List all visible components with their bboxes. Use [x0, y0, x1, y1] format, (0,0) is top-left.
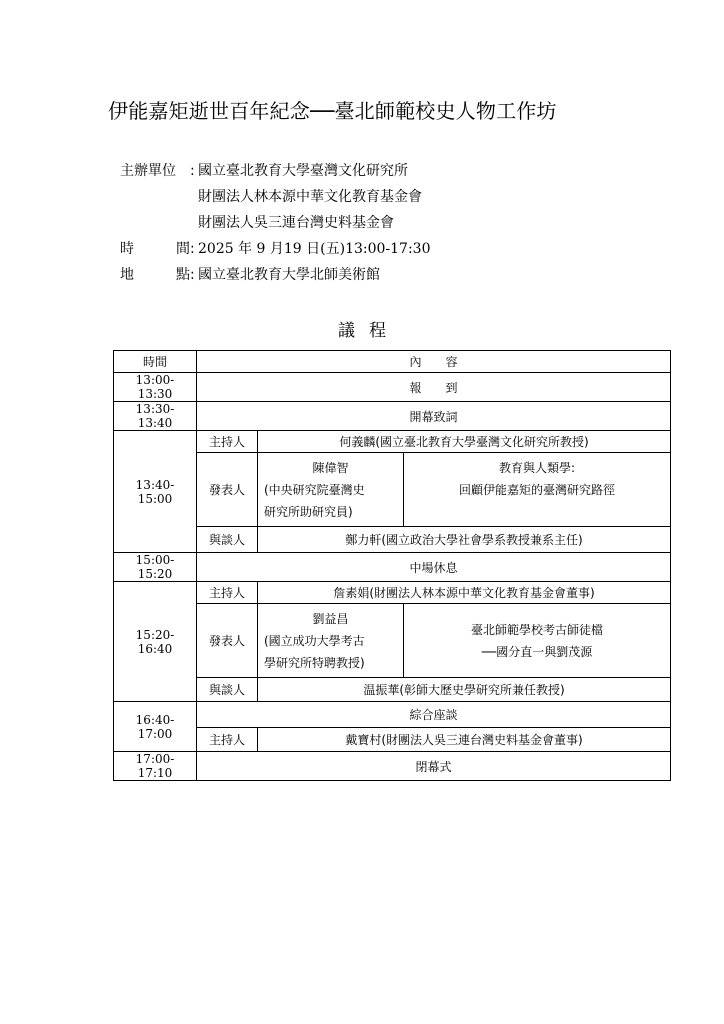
organizer-colon: : — [190, 163, 195, 179]
row-content: 閉幕式 — [197, 752, 671, 781]
speaker-name: 陳偉智 — [312, 460, 349, 475]
table-row — [114, 373, 671, 402]
time-value: 2025 年 9 月19 日(五)13:00-17:30 — [198, 241, 431, 257]
time-colon: : — [190, 241, 195, 257]
speaker-role: 發表人 — [197, 453, 258, 527]
table-row — [114, 431, 671, 453]
host-role: 主持人 — [197, 582, 258, 604]
topic-cell — [404, 604, 671, 678]
row-time: 13:00-13:30 — [114, 373, 197, 402]
discussant-name: 鄭力軒(國立政治大學社會學系教授兼系主任) — [258, 527, 671, 553]
host-name: 何義麟(國立臺北教育大學臺灣文化研究所教授) — [258, 431, 671, 453]
table-row — [114, 728, 671, 752]
discussant-role: 與談人 — [197, 527, 258, 553]
row-time: 17:00-17:10 — [114, 752, 197, 781]
organizer-row-2 — [120, 186, 660, 212]
time-row — [120, 238, 660, 264]
speaker-affiliation: (中央研究院臺灣史 — [264, 482, 365, 497]
host-role: 主持人 — [197, 431, 258, 453]
host-role: 主持人 — [197, 728, 258, 752]
organizer-1: 國立臺北教育大學臺灣文化研究所 — [198, 163, 408, 179]
organizer-row-3 — [120, 212, 660, 238]
discussant-name: 温振華(彰師大歷史學研究所兼任教授) — [258, 678, 671, 702]
discussant-role: 與談人 — [197, 678, 258, 702]
topic-line: 教育與人類學: — [498, 460, 576, 475]
table-row — [114, 678, 671, 702]
table-row — [114, 702, 671, 728]
topic-cell — [404, 453, 671, 527]
session-time: 15:20-16:40 — [114, 582, 197, 702]
topic-line: 回顧伊能嘉矩的臺灣研究路徑 — [459, 482, 616, 497]
agenda-table — [113, 350, 671, 781]
speaker-affiliation: 學研究所特聘教授) — [264, 655, 365, 670]
topic-line: ──國分直一與劉茂源 — [481, 644, 593, 659]
row-time: 13:30-13:40 — [114, 402, 197, 431]
time-label: 時 間 — [120, 241, 190, 257]
table-row — [114, 402, 671, 431]
row-content: 綜合座談 — [197, 702, 671, 728]
table-header-row — [114, 351, 671, 373]
speaker-cell — [258, 604, 404, 678]
speaker-affiliation: (國立成功大學考古 — [264, 633, 365, 648]
event-info — [120, 160, 660, 290]
row-content: 中場休息 — [197, 553, 671, 582]
row-content: 報到 — [197, 373, 671, 402]
table-row — [114, 582, 671, 604]
table-row — [114, 752, 671, 781]
speaker-cell — [258, 453, 404, 527]
place-label: 地 點 — [120, 267, 190, 283]
page-title: 伊能嘉矩逝世百年紀念──臺北師範校史人物工作坊 — [108, 99, 557, 123]
speaker-affiliation: 研究所助研究員) — [264, 504, 353, 519]
table-row — [114, 553, 671, 582]
speaker-role: 發表人 — [197, 604, 258, 678]
host-name: 戴寶村(財團法人吳三連台灣史料基金會董事) — [258, 728, 671, 752]
organizer-label: 主辦單位 — [120, 163, 176, 179]
row-content: 開幕致詞 — [197, 402, 671, 431]
table-row — [114, 604, 671, 678]
agenda-title: 議程 — [338, 321, 400, 341]
organizer-2: 財團法人林本源中華文化教育基金會 — [198, 189, 422, 205]
organizer-row — [120, 160, 660, 186]
organizer-3: 財團法人吳三連台灣史料基金會 — [198, 215, 394, 231]
session-time: 13:40-15:00 — [114, 431, 197, 553]
topic-line: 臺北師範學校考古師徒檔 — [471, 622, 604, 637]
table-row — [114, 527, 671, 553]
session-time: 16:40-17:00 — [114, 702, 197, 752]
table-row — [114, 453, 671, 527]
row-time: 15:00-15:20 — [114, 553, 197, 582]
header-content: 內容 — [197, 351, 671, 373]
place-colon: : — [190, 267, 195, 283]
place-value: 國立臺北教育大學北師美術館 — [198, 267, 380, 283]
place-row — [120, 264, 660, 290]
speaker-name: 劉益昌 — [312, 611, 349, 626]
header-time: 時間 — [114, 351, 197, 373]
host-name: 詹素娟(財團法人林本源中華文化教育基金會董事) — [258, 582, 671, 604]
